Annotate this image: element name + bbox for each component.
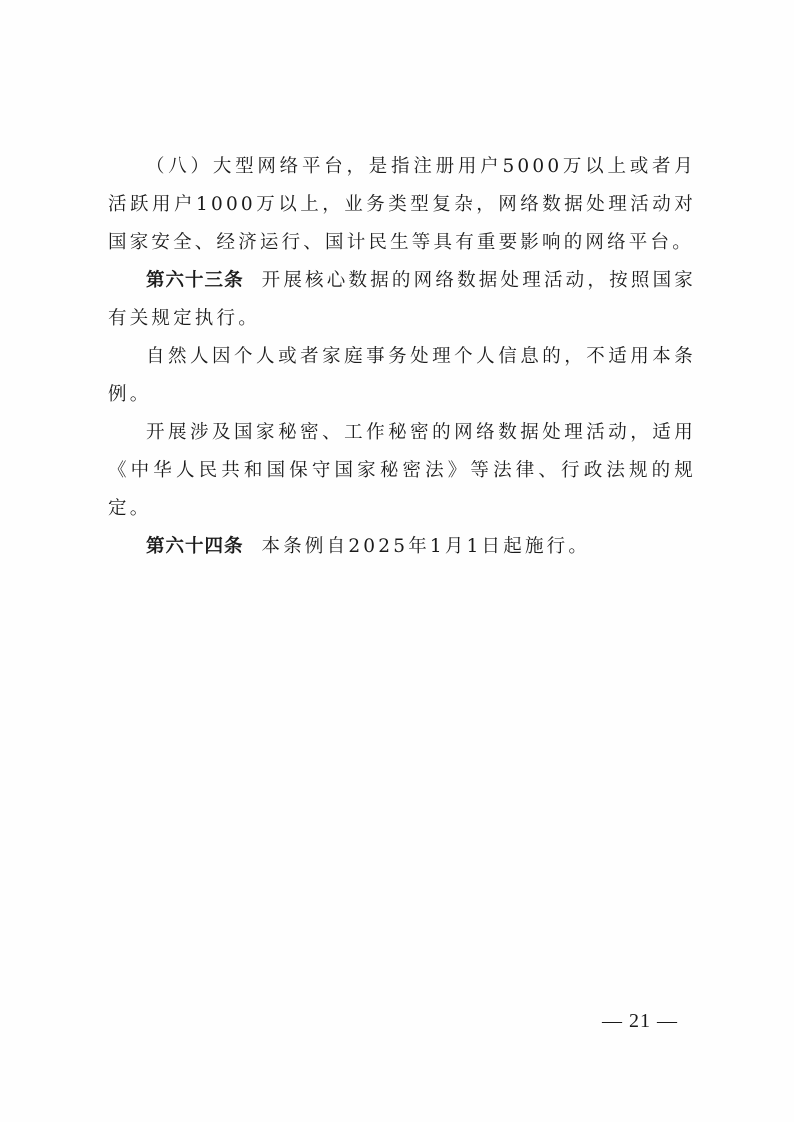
paragraph-text: 自然人因个人或者家庭事务处理个人信息的，不适用本条例。 bbox=[108, 346, 696, 405]
paragraph-text: （八）大型网络平台，是指注册用户5000万以上或者月活跃用户1000万以上，业务类型复杂，网络数据处理活动对国家安全、经济运行、国计民生等具有重要影响的网络平台。 bbox=[108, 156, 696, 253]
paragraph-text: 开展涉及国家秘密、工作秘密的网络数据处理活动，适用《中华人民共和国保守国家秘密法》等法律、行政法规的规定。 bbox=[108, 422, 696, 519]
article-63-number: 第六十三条 bbox=[146, 270, 244, 291]
paragraph-large-platform-definition bbox=[108, 148, 696, 262]
article-63-paragraph bbox=[108, 262, 696, 338]
paragraph-text: 开展核心数据的网络数据处理活动，按照国家有关规定执行。 bbox=[108, 270, 696, 329]
article-64-paragraph bbox=[108, 528, 696, 566]
page-number: — 21 — bbox=[602, 1010, 678, 1032]
paragraph-natural-person-exemption bbox=[108, 338, 696, 414]
article-64-number: 第六十四条 bbox=[146, 536, 244, 557]
document-body bbox=[108, 148, 696, 566]
paragraph-state-secrets bbox=[108, 414, 696, 528]
paragraph-text: 本条例自2025年1月1日起施行。 bbox=[261, 536, 591, 557]
